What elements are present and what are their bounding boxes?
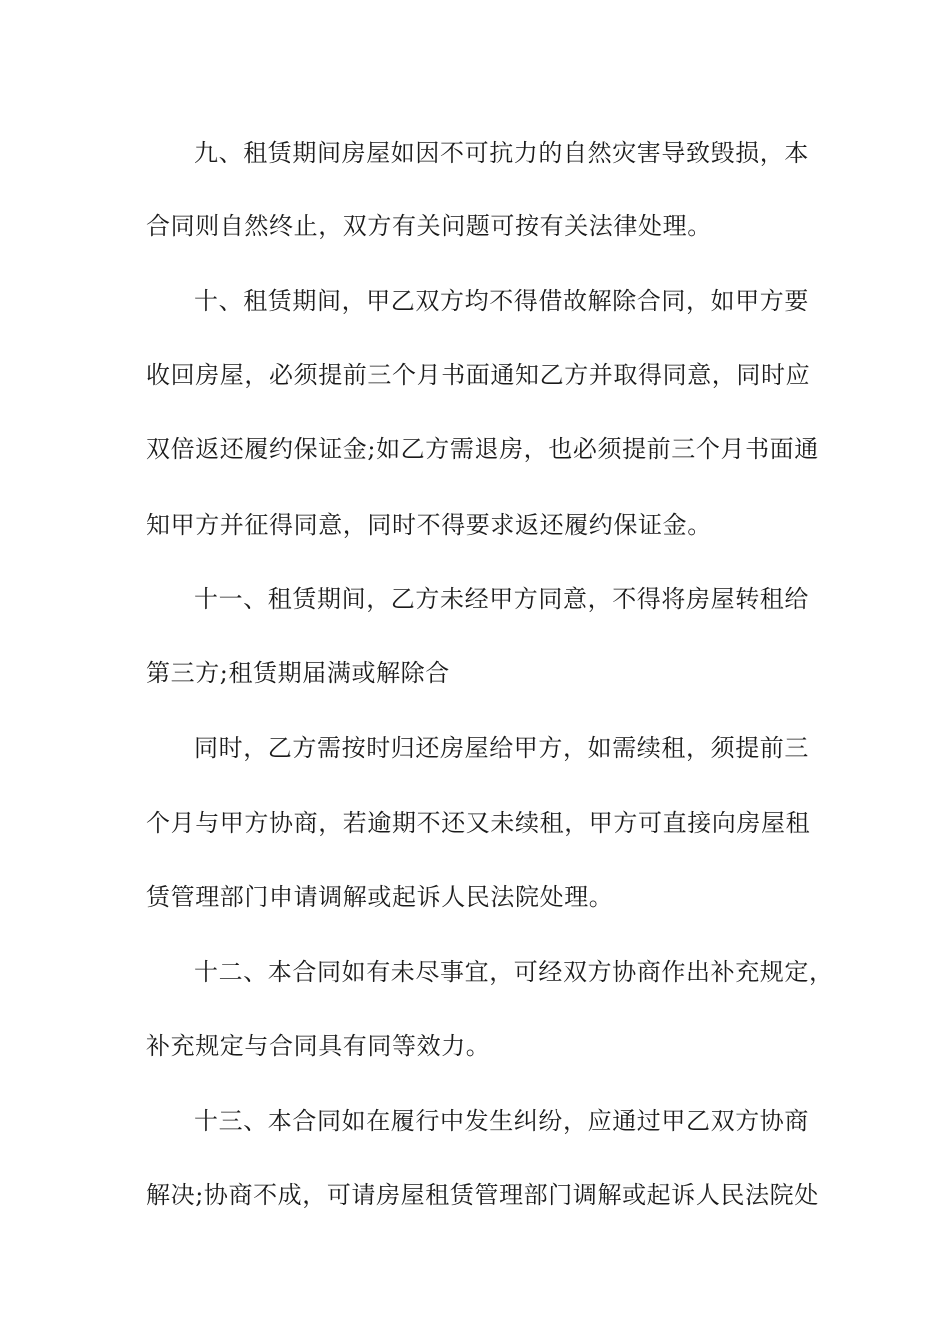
clause-13-line-1: 十三、本合同如在履行中发生纠纷，应通过甲乙双方协商 bbox=[194, 1107, 809, 1135]
paragraph-continuation-line-2: 个月与甲方协商，若逾期不还又未续租，甲方可直接向房屋租 bbox=[146, 809, 811, 837]
clause-12-line-1: 十二、本合同如有未尽事宜，可经双方协商作出补充规定， bbox=[194, 958, 834, 986]
paragraph-continuation-line-1: 同时，乙方需按时归还房屋给甲方，如需续租，须提前三 bbox=[194, 734, 809, 762]
clause-10-line-1: 十、租赁期间，甲乙双方均不得借故解除合同，如甲方要 bbox=[194, 287, 809, 315]
clause-11-line-1: 十一、租赁期间，乙方未经甲方同意，不得将房屋转租给 bbox=[194, 585, 809, 613]
paragraph-continuation-line-3: 赁管理部门申请调解或起诉人民法院处理。 bbox=[146, 883, 614, 911]
clause-9-line-1: 九、租赁期间房屋如因不可抗力的自然灾害导致毁损，本 bbox=[194, 139, 809, 167]
clause-13-line-2: 解决;协商不成，可请房屋租赁管理部门调解或起诉人民法院处 bbox=[146, 1181, 819, 1209]
clause-11-line-2: 第三方;租赁期届满或解除合 bbox=[146, 659, 450, 687]
clause-12-line-2: 补充规定与合同具有同等效力。 bbox=[146, 1032, 491, 1060]
clause-10-line-2: 收回房屋，必须提前三个月书面通知乙方并取得同意，同时应 bbox=[146, 361, 811, 389]
clause-10-line-4: 知甲方并征得同意，同时不得要求返还履约保证金。 bbox=[146, 511, 712, 539]
clause-9-line-2: 合同则自然终止，双方有关问题可按有关法律处理。 bbox=[146, 212, 712, 240]
clause-10-line-3: 双倍返还履约保证金;如乙方需退房，也必须提前三个月书面通 bbox=[146, 435, 819, 463]
